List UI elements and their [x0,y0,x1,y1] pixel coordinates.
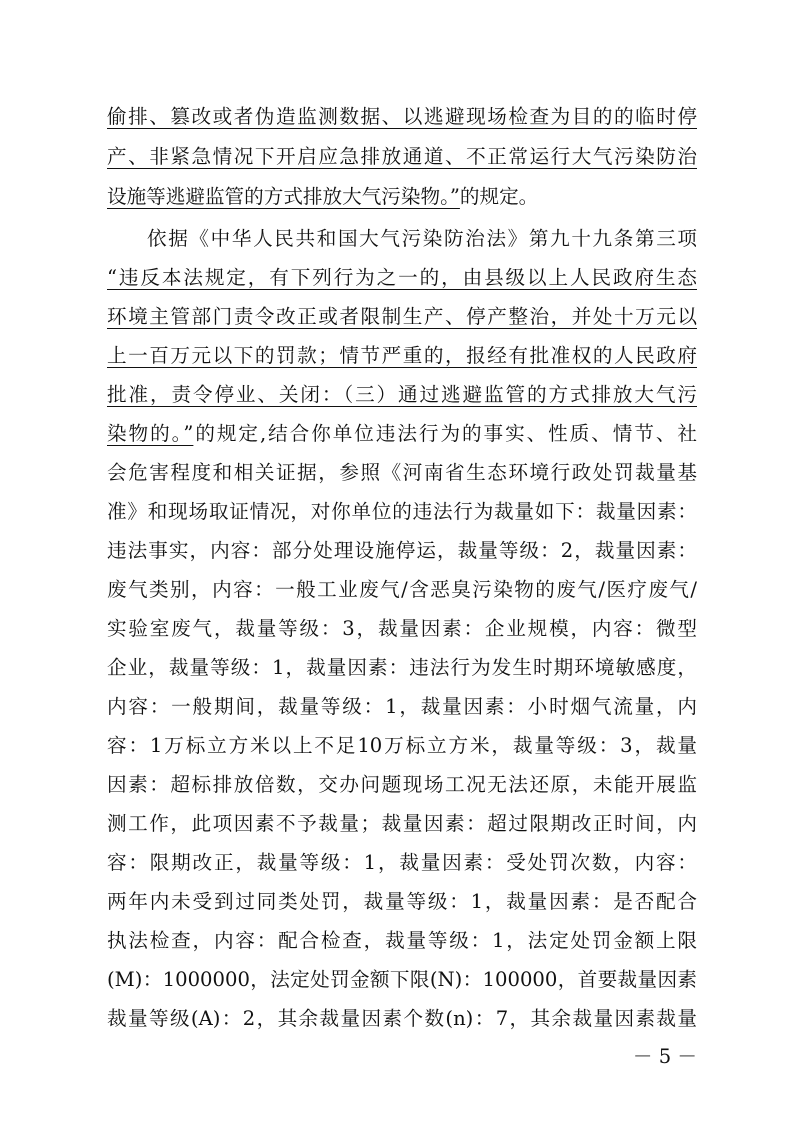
plain-text: 执法检查，内容：配合检查，裁量等级：1，法定处罚金额上限 [107,929,697,952]
paragraph-start-line-4 [147,226,697,256]
text-line-19 [107,811,697,841]
page-number: － 5 － [632,1045,697,1068]
underlined-text: 产、非紧急情况下开启应急排放通道、不正常运行大气污染防治 [107,145,697,168]
plain-text: 容：1万标立方米以上不足10万标立方米，裁量等级：3，裁量 [107,734,697,757]
text-line-22 [107,928,697,958]
text-line-1 [107,104,697,134]
plain-text: 内容：一般期间，裁量等级：1，裁量因素：小时烟气流量，内 [107,695,697,718]
underlined-text: 上一百万元以下的罚款；情节严重的，报经有批准权的人民政府 [107,344,697,367]
text-line-6 [107,304,697,334]
underlined-text: 染物的。” [107,422,194,445]
text-line-2 [107,144,697,174]
plain-text: 两年内未受到过同类处罚，裁量等级：1，裁量因素：是否配合 [107,890,697,913]
text-line-7 [107,343,697,373]
plain-text: 实验室废气，裁量等级：3，裁量因素：企业规模，内容：微型 [107,617,697,640]
text-line-14 [107,616,697,646]
plain-text: 企业，裁量等级：1，裁量因素：违法行为发生时期环境敏感度， [107,656,697,679]
underlined-text: “违反本法规定，有下列行为之一的，由县级以上人民政府生态 [107,266,697,289]
text-line-9 [107,421,697,451]
underlined-text: 环境主管部门责令改正或者限制生产、停产整治，并处十万元以 [107,305,697,328]
text-line-17 [107,733,697,763]
plain-text: 测工作，此项因素不予裁量；裁量因素：超过限期改正时间，内 [107,812,697,835]
text-line-13 [107,577,697,607]
text-line-12 [107,538,697,568]
text-line-11 [107,499,697,529]
plain-text: 的规定。 [459,185,539,208]
plain-text: 会危害程度和相关证据，参照《河南省生态环境行政处罚裁量基 [107,461,697,484]
text-line-21 [107,889,697,919]
plain-text: 因素：超标排放倍数，交办问题现场工况无法还原，未能开展监 [107,773,697,796]
text-line-16 [107,694,697,724]
text-line-23 [107,967,697,997]
underlined-text: 批准，责令停业、关闭：（三）通过逃避监管的方式排放大气污 [107,383,697,406]
plain-text: 依据《中华人民共和国大气污染防治法》第九十九条第三项 [147,227,697,250]
plain-text: 容：限期改正，裁量等级：1，裁量因素：受处罚次数，内容： [107,851,697,874]
underlined-text: 偷排、篡改或者伪造监测数据、以逃避现场检查为目的的临时停 [107,105,697,128]
text-line-24 [107,1006,697,1036]
text-line-10 [107,460,697,490]
underlined-text: 设施等逃避监管的方式排放大气污染物。” [107,185,460,208]
text-line-18 [107,772,697,802]
plain-text: 的规定,结合你单位违法行为的事实、性质、情节、社 [193,422,698,445]
text-line-3 [107,184,697,214]
text-line-8 [107,382,697,412]
plain-text: 废气类别，内容：一般工业废气/含恶臭污染物的废气/医疗废气/ [107,578,697,601]
plain-text: 裁量等级(A)：2，其余裁量因素个数(n)：7，其余裁量因素裁量 [107,1007,697,1030]
plain-text: 准》和现场取证情况，对你单位的违法行为裁量如下：裁量因素： [107,500,697,523]
text-line-5 [107,265,697,295]
plain-text: (M)：1000000，法定处罚金额下限(N)：100000，首要裁量因素 [107,968,697,991]
text-line-20 [107,850,697,880]
text-line-15 [107,655,697,685]
plain-text: 违法事实，内容：部分处理设施停运，裁量等级：2，裁量因素： [107,539,697,562]
